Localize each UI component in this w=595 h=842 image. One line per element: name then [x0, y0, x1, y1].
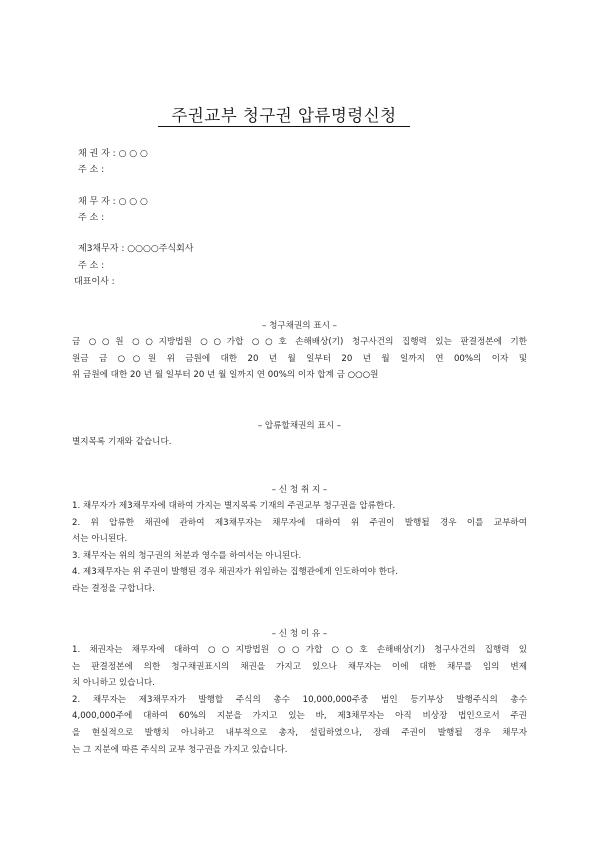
third-debtor-address-label: 주 소 : [78, 261, 105, 271]
reason-line: 는 판결정본에 의한 청구채권표시의 채권을 가지고 있으나 채무자는 이에 대한 채무를 임의 변제 [72, 661, 527, 672]
claim-line: 원금 금 ○○원 위 금원에 대한 20 년 월 일부터 20 년 월 일까지 연 00%의 이자 및 [72, 353, 527, 364]
third-debtor-line [78, 244, 193, 255]
third-debtor-rep-label: 대표이사 : [74, 277, 115, 287]
reason-line: 는 그 지분에 따른 주식의 교부 청구권을 가지고 있습니다. [72, 744, 288, 755]
purpose-line: 3. 채무자는 위의 청구권의 처분과 영수를 하여서는 아니된다. [72, 550, 302, 561]
reason-line: 치 아니하고 있습니다. [72, 678, 155, 689]
debtor-address-label: 주 소 : [78, 213, 105, 223]
reason-line: 2. 채무자는 제3채무자가 발행할 주식의 총수 10,000,000주중 범인 등기부상 발행주식의 총수 [72, 694, 527, 705]
seized-paragraph [72, 434, 527, 451]
purpose-line: 1. 채무자가 제3채무자에 대하여 가지는 별지목록 기재의 주권교부 청구권을 압류한다. [72, 501, 396, 511]
document-title: 주권교부 청구권 압류명령신청 [171, 106, 397, 125]
creditor-address-label: 주 소 : [78, 165, 105, 175]
purpose-line: 서는 아니된다. [72, 534, 128, 545]
creditor-line [78, 149, 148, 160]
reason-paragraph [72, 642, 527, 758]
debtor-label: 채 무 자 : [78, 197, 116, 207]
reason-line: 1. 채권자는 채무자에 대하여 ○○지방법원 ○○가합 ○○호 손해배상(기) 청구사건의 집행력 있 [72, 645, 527, 655]
purpose-paragraph [72, 498, 527, 598]
third-debtor-name: ○○○○주식회사 [127, 244, 194, 254]
debtor-line [78, 197, 148, 208]
claim-line: 금 ○○원 ○○지방법원 ○○가합 ○○호 손해배상(기) 청구사건의 집행력 있는 판결정본에 기한 [72, 337, 527, 347]
seized-line: 별지목록 기재와 같습니다. [72, 437, 172, 447]
purpose-heading: – 신 청 취 지 – [271, 485, 328, 495]
purpose-line: 2. 위 압류한 채권에 관하여 제3채무자는 채무자에 대하여 위 주권이 발행될 경우 이를 교부하여 [72, 517, 527, 528]
debtor-name: ○ ○ ○ [118, 197, 148, 207]
purpose-line: 4. 제3채무자는 위 주권이 발행된 경우 채권자가 위임하는 집행관에게 인도하여야 한다. [72, 567, 398, 578]
purpose-line: 라는 결정을 구합니다. [72, 583, 155, 594]
claim-line: 위 금원에 대한 20 년 월 일부터 20 년 월 일까지 연 00%의 이자 합계 금 ○○○원 [72, 370, 379, 381]
reason-line: 을 현실적으로 발행치 아니하고 내부적으로 총자, 설립하였으나, 장래 주권이 발행될 경우 채무자 [72, 727, 527, 738]
reason-heading: – 신 청 이 유 – [271, 629, 328, 639]
reason-line: 4,000,000주에 대하여 60%의 지분을 가지고 있는 바, 제3채무자는 아직 비상장 법인으로서 주권 [72, 711, 527, 722]
claim-heading: – 청구채권의 표시 – [262, 321, 337, 331]
seized-heading: – 압류할채권의 표시 – [257, 421, 342, 431]
creditor-name: ○ ○ ○ [118, 149, 148, 159]
creditor-label: 채 권 자 : [78, 149, 116, 159]
claim-paragraph [72, 334, 527, 384]
third-debtor-label: 제3채무자 : [78, 244, 125, 254]
title-underline [158, 126, 410, 127]
